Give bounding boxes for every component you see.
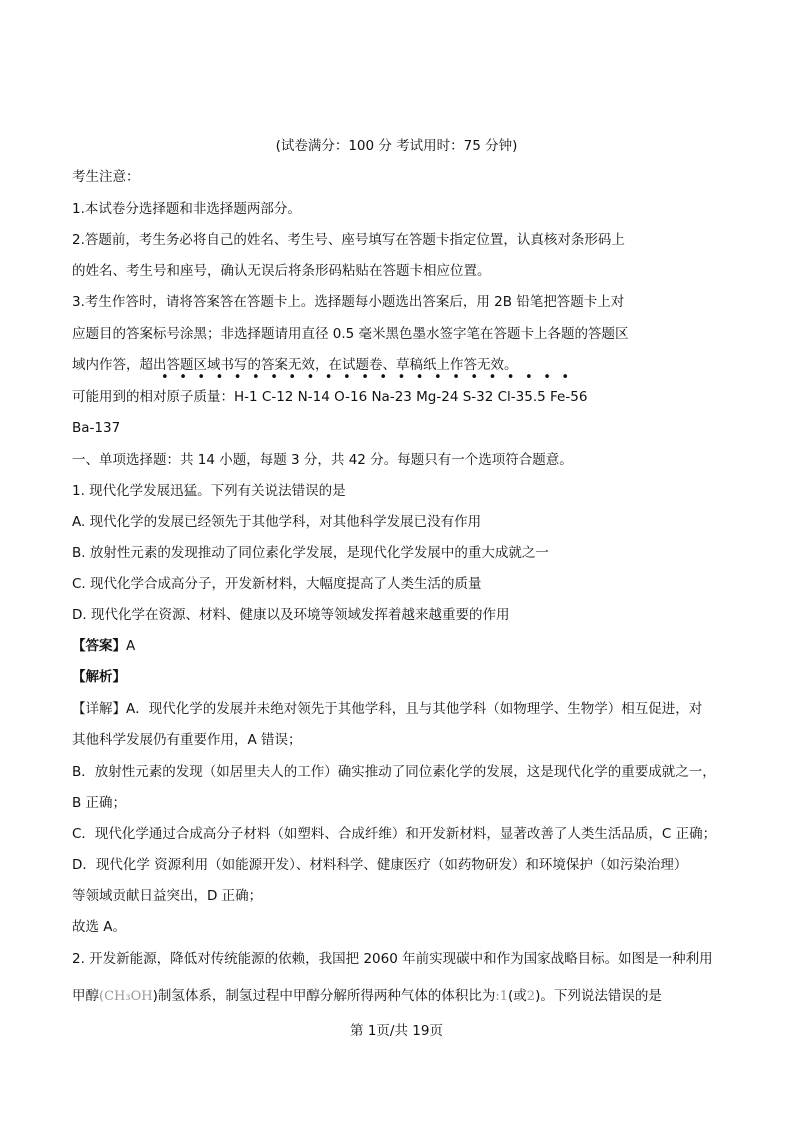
question-2-line-1: 2. 开发新能源，降低对传统能源的依赖，我国把 2060 年前实现碳中和作为国家战略目标。如图是一种利用 [72, 951, 713, 967]
q2-text-question: )。下列说法错误的是 [535, 988, 662, 1004]
analysis-label: 【解析】 [72, 669, 126, 685]
exam-info-header: (试卷满分：100 分 考试用时：75 分钟) [275, 138, 518, 154]
notice-title: 考生注意： [72, 169, 140, 185]
question-1-option-c: C. 现代化学合成高分子，开发新材料，大幅度提高了人类生活的质量 [72, 576, 482, 592]
notice-item-3-line-3: 域内作答，超出答题区域书写的答案无效，在试题卷、草稿纸上作答无效。 [72, 357, 518, 373]
question-1-option-b: B. 放射性元素的发现推动了同位素化学发展，是现代化学发展中的重大成就之一 [72, 545, 549, 561]
detail-line-3: B．放射性元素的发现（如居里夫人的工作）确实推动了同位素化学的发展，这是现代化学的重要成就之一， [72, 764, 716, 780]
question-1-stem: 1. 现代化学发展迅猛。下列有关说法错误的是 [72, 483, 346, 499]
ratio-value: :1 [495, 989, 508, 1004]
page-number-footer: 第 1页/共 19页 [350, 1023, 443, 1039]
question-1-option-d: D. 现代化学在资源、材料、健康以及环境等领域发挥着越来越重要的作用 [72, 607, 510, 623]
q2-text-methanol: 甲醇 [72, 988, 99, 1004]
detail-line-7: 等领域贡献日益突出，D 正确； [72, 888, 263, 904]
q2-text-or: (或 [508, 988, 527, 1004]
detail-line-4: B 正确； [72, 795, 127, 811]
alt-ratio-value: 2 [526, 989, 536, 1004]
atomic-masses-line-1: 可能用到的相对原子质量：H-1 C-12 N-14 O-16 Na-23 Mg-24 S-32 Cl-35.5 Fe-56 [72, 389, 588, 405]
detail-line-2: 其他科学发展仍有重要作用，A 错误； [72, 732, 302, 748]
detail-line-6: D．现代化学 资源利用（如能源开发）、材料科学、健康医疗（如药物研发）和环境保护（如污染治理） [72, 857, 688, 873]
atomic-masses-line-2: Ba-137 [72, 420, 121, 436]
notice-item-3-line-1: 3.考生作答时，请将答案答在答题卡上。选择题每小题选出答案后，用 2B 铅笔把答题卡上对 [72, 294, 625, 310]
methanol-formula: (CH₃OH [99, 989, 153, 1004]
answer-label: 【答案】 [72, 638, 126, 654]
notice-item-3-line-2: 应题目的答案标号涂黑；非选择题请用直径 0.5 毫米黑色墨水签字笔在答题卡上各题的答题区 [72, 326, 629, 342]
notice-item-2-line-1: 2.答题前，考生务必将自己的姓名、考生号、座号填写在答题卡指定位置，认真核对条形码上 [72, 232, 625, 248]
answer-value: A [126, 638, 136, 654]
notice-item-2-line-2: 的姓名、考生号和座号，确认无误后将条形码粘贴在答题卡相应位置。 [72, 263, 491, 279]
detail-line-5: C．现代化学通过合成高分子材料（如塑料、合成纤维）和开发新材料，显著改善了人类生活品质，C 正确； [72, 826, 717, 842]
section-1-title: 一、单项选择题：共 14 小题，每题 3 分，共 42 分。每题只有一个选项符合题意。 [72, 452, 573, 468]
detail-line-1: 【详解】A．现代化学的发展并未绝对领先于其他学科，且与其他学科（如物理学、生物学）相互促进，对 [72, 701, 703, 717]
emphasis-dots: • • • • • • • • • • • • • • • • • • • • • • • [161, 370, 573, 385]
question-2-line-2 [72, 987, 662, 1006]
answer-line [72, 637, 135, 655]
notice-item-1: 1.本试卷分选择题和非选择题两部分。 [72, 201, 301, 217]
question-1-option-a: A. 现代化学的发展已经领先于其他学科，对其他科学发展已没有作用 [72, 514, 482, 530]
conclusion-line: 故选 A。 [72, 919, 127, 935]
q2-text-hydrogen-system: )制氢体系，制氢过程中甲醇分解所得两种气体的体积比为 [152, 988, 496, 1004]
